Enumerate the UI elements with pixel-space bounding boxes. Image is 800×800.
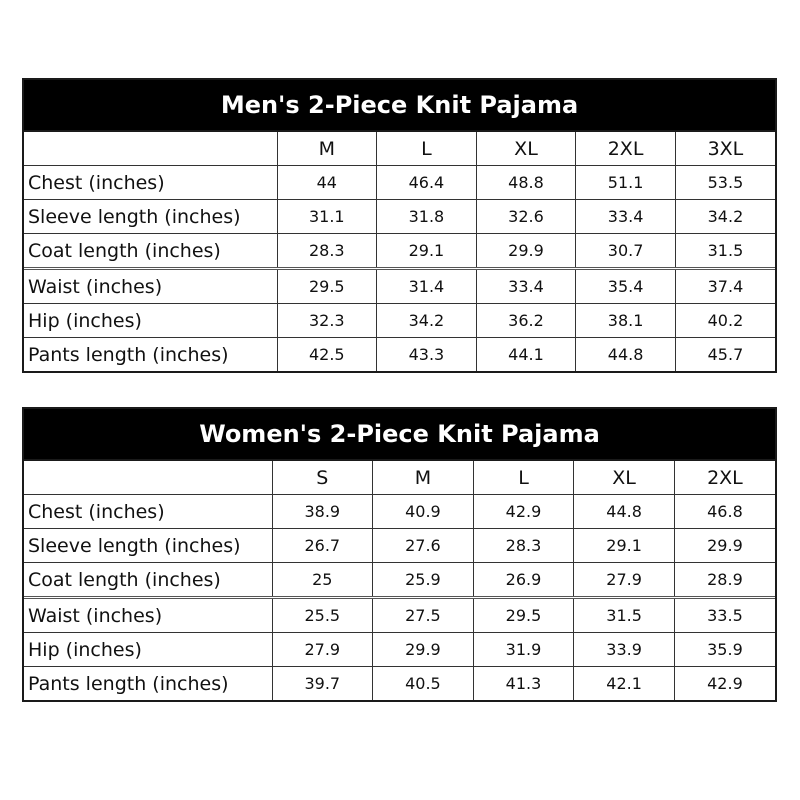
table-row [24, 200, 775, 234]
mens-size-header-row [24, 132, 775, 166]
table-row [24, 667, 775, 701]
measurement-value: 46.8 [674, 495, 775, 529]
measurement-label: Sleeve length (inches) [24, 529, 272, 563]
measurement-value: 41.3 [473, 667, 574, 701]
measurement-value: 42.9 [674, 667, 775, 701]
measurement-value: 40.9 [373, 495, 474, 529]
measurement-label: Sleeve length (inches) [24, 200, 277, 234]
measurement-value: 28.3 [473, 529, 574, 563]
measurement-value: 45.7 [675, 338, 775, 372]
measurement-label: Coat length (inches) [24, 563, 272, 598]
measurement-value: 27.5 [373, 598, 474, 633]
measurement-value: 29.9 [476, 234, 576, 269]
measurement-value: 27.6 [373, 529, 474, 563]
mens-header-corner [24, 132, 277, 166]
measurement-value: 33.9 [574, 633, 675, 667]
measurement-label: Hip (inches) [24, 633, 272, 667]
measurement-value: 30.7 [576, 234, 676, 269]
measurement-value: 35.4 [576, 269, 676, 304]
measurement-value: 46.4 [377, 166, 477, 200]
table-row [24, 529, 775, 563]
measurement-value: 28.3 [277, 234, 377, 269]
measurement-value: 31.8 [377, 200, 477, 234]
measurement-label: Coat length (inches) [24, 234, 277, 269]
measurement-value: 34.2 [377, 304, 477, 338]
measurement-value: 29.1 [377, 234, 477, 269]
measurement-value: 44.1 [476, 338, 576, 372]
measurement-value: 42.5 [277, 338, 377, 372]
womens-size-header: L [473, 461, 574, 495]
measurement-value: 35.9 [674, 633, 775, 667]
measurement-value: 31.5 [675, 234, 775, 269]
measurement-value: 36.2 [476, 304, 576, 338]
measurement-value: 33.4 [476, 269, 576, 304]
measurement-label: Pants length (inches) [24, 338, 277, 372]
table-row [24, 234, 775, 269]
measurement-value: 31.9 [473, 633, 574, 667]
measurement-label: Waist (inches) [24, 598, 272, 633]
mens-chart-title: Men's 2-Piece Knit Pajama [24, 80, 775, 132]
measurement-value: 26.7 [272, 529, 373, 563]
measurement-value: 25.9 [373, 563, 474, 598]
measurement-value: 27.9 [272, 633, 373, 667]
measurement-value: 42.1 [574, 667, 675, 701]
measurement-value: 48.8 [476, 166, 576, 200]
measurement-value: 26.9 [473, 563, 574, 598]
measurement-value: 37.4 [675, 269, 775, 304]
measurement-value: 31.1 [277, 200, 377, 234]
measurement-value: 44.8 [576, 338, 676, 372]
measurement-value: 33.4 [576, 200, 676, 234]
measurement-value: 29.9 [674, 529, 775, 563]
measurement-value: 42.9 [473, 495, 574, 529]
measurement-label: Hip (inches) [24, 304, 277, 338]
measurement-value: 53.5 [675, 166, 775, 200]
measurement-value: 31.5 [574, 598, 675, 633]
measurement-value: 31.4 [377, 269, 477, 304]
measurement-label: Waist (inches) [24, 269, 277, 304]
mens-size-chart [22, 78, 777, 373]
measurement-value: 25.5 [272, 598, 373, 633]
measurement-value: 34.2 [675, 200, 775, 234]
measurement-value: 32.6 [476, 200, 576, 234]
womens-size-header: S [272, 461, 373, 495]
womens-size-chart [22, 407, 777, 702]
measurement-value: 44.8 [574, 495, 675, 529]
measurement-value: 28.9 [674, 563, 775, 598]
table-row [24, 304, 775, 338]
measurement-value: 29.5 [277, 269, 377, 304]
measurement-label: Chest (inches) [24, 166, 277, 200]
womens-size-header: XL [574, 461, 675, 495]
womens-size-table [24, 461, 775, 700]
womens-chart-title: Women's 2-Piece Knit Pajama [24, 409, 775, 461]
measurement-value: 44 [277, 166, 377, 200]
mens-size-table [24, 132, 775, 371]
measurement-value: 29.5 [473, 598, 574, 633]
measurement-value: 51.1 [576, 166, 676, 200]
measurement-value: 38.9 [272, 495, 373, 529]
table-row [24, 338, 775, 372]
table-row [24, 633, 775, 667]
mens-size-header: L [377, 132, 477, 166]
mens-size-header: 2XL [576, 132, 676, 166]
measurement-value: 33.5 [674, 598, 775, 633]
mens-size-header: 3XL [675, 132, 775, 166]
measurement-value: 39.7 [272, 667, 373, 701]
table-row [24, 563, 775, 598]
table-row [24, 166, 775, 200]
womens-header-corner [24, 461, 272, 495]
womens-size-header: 2XL [674, 461, 775, 495]
measurement-value: 32.3 [277, 304, 377, 338]
measurement-value: 40.5 [373, 667, 474, 701]
measurement-value: 29.1 [574, 529, 675, 563]
mens-size-header: XL [476, 132, 576, 166]
measurement-label: Pants length (inches) [24, 667, 272, 701]
measurement-value: 43.3 [377, 338, 477, 372]
table-row [24, 495, 775, 529]
table-row [24, 598, 775, 633]
womens-size-header: M [373, 461, 474, 495]
measurement-value: 40.2 [675, 304, 775, 338]
measurement-value: 29.9 [373, 633, 474, 667]
womens-size-header-row [24, 461, 775, 495]
table-row [24, 269, 775, 304]
mens-size-header: M [277, 132, 377, 166]
measurement-value: 38.1 [576, 304, 676, 338]
measurement-value: 27.9 [574, 563, 675, 598]
measurement-value: 25 [272, 563, 373, 598]
measurement-label: Chest (inches) [24, 495, 272, 529]
